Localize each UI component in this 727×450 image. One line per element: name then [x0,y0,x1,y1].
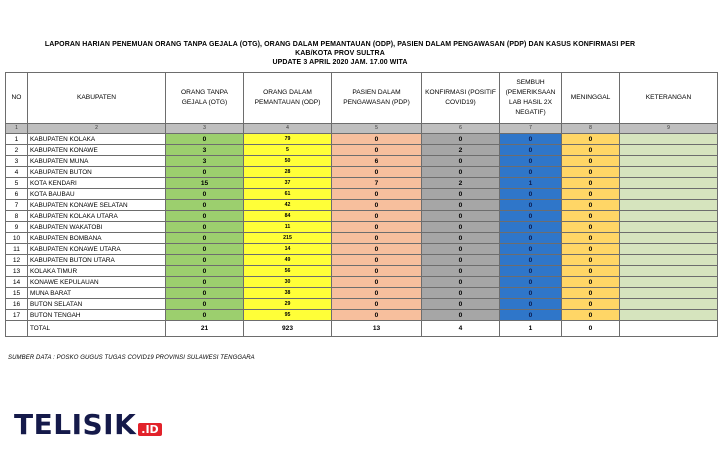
header-sembuh: SEMBUH (PEMERIKSAAN LAB HASIL 2X NEGATIF) [500,73,562,124]
row-meninggal: 0 [562,167,620,178]
row-keterangan [620,299,718,310]
row-kabupaten: KABUPATEN WAKATOBI [28,222,166,233]
row-otg: 0 [166,189,244,200]
row-kabupaten: KOTA BAUBAU [28,189,166,200]
column-number: 1 [6,124,28,134]
row-meninggal: 0 [562,266,620,277]
row-pdp: 0 [332,189,422,200]
row-pdp: 0 [332,277,422,288]
row-kabupaten: KABUPATEN KOLAKA UTARA [28,211,166,222]
row-konfirmasi: 0 [422,167,500,178]
telisik-logo [14,409,162,439]
row-pdp: 0 [332,244,422,255]
row-meninggal: 0 [562,233,620,244]
row-no: 13 [6,266,28,277]
row-konfirmasi: 2 [422,178,500,189]
row-keterangan [620,255,718,266]
row-meninggal: 0 [562,211,620,222]
row-kabupaten: BUTON SELATAN [28,299,166,310]
row-odp: 38 [244,288,332,299]
table-row [6,266,718,277]
row-sembuh: 0 [500,189,562,200]
row-konfirmasi: 0 [422,211,500,222]
row-pdp: 6 [332,156,422,167]
row-kabupaten: KABUPATEN BUTON [28,167,166,178]
brand-suffix: .ID [138,423,161,436]
column-number: 6 [422,124,500,134]
row-odp: 56 [244,266,332,277]
row-meninggal: 0 [562,222,620,233]
row-sembuh: 0 [500,134,562,145]
row-keterangan [620,222,718,233]
report-title [40,40,640,67]
column-number: 5 [332,124,422,134]
row-pdp: 0 [332,134,422,145]
row-keterangan [620,244,718,255]
row-pdp: 0 [332,299,422,310]
row-keterangan [620,156,718,167]
row-no: 11 [6,244,28,255]
total-meninggal: 0 [562,321,620,337]
column-number-row [6,124,718,134]
row-pdp: 0 [332,222,422,233]
row-keterangan [620,189,718,200]
table-row [6,200,718,211]
total-odp: 923 [244,321,332,337]
row-pdp: 0 [332,288,422,299]
header-konfirmasi: KONFIRMASI (POSITIF COVID19) [422,73,500,124]
table-row [6,299,718,310]
row-no: 12 [6,255,28,266]
total-no [6,321,28,337]
row-no: 2 [6,145,28,156]
row-otg: 0 [166,266,244,277]
table-row [6,222,718,233]
row-meninggal: 0 [562,277,620,288]
row-kabupaten: KABUPATEN BUTON UTARA [28,255,166,266]
table-row [6,255,718,266]
row-sembuh: 0 [500,222,562,233]
row-meninggal: 0 [562,255,620,266]
header-meninggal: MENINGGAL [562,73,620,124]
row-sembuh: 0 [500,266,562,277]
title-line-2: KAB/KOTA PROV SULTRA [295,50,385,57]
row-meninggal: 0 [562,134,620,145]
row-odp: 61 [244,189,332,200]
total-pdp: 13 [332,321,422,337]
row-no: 9 [6,222,28,233]
column-number: 9 [620,124,718,134]
row-otg: 15 [166,178,244,189]
row-otg: 0 [166,244,244,255]
row-otg: 0 [166,167,244,178]
row-konfirmasi: 0 [422,156,500,167]
row-konfirmasi: 0 [422,310,500,321]
row-meninggal: 0 [562,288,620,299]
row-no: 5 [6,178,28,189]
row-otg: 0 [166,222,244,233]
row-sembuh: 0 [500,288,562,299]
row-no: 16 [6,299,28,310]
row-keterangan [620,200,718,211]
row-odp: 5 [244,145,332,156]
row-sembuh: 0 [500,277,562,288]
row-otg: 3 [166,145,244,156]
total-otg: 21 [166,321,244,337]
table-row [6,277,718,288]
table-row [6,156,718,167]
row-no: 7 [6,200,28,211]
row-sembuh: 1 [500,178,562,189]
row-konfirmasi: 0 [422,266,500,277]
row-keterangan [620,134,718,145]
row-konfirmasi: 0 [422,222,500,233]
row-konfirmasi: 0 [422,189,500,200]
row-kabupaten: KOLAKA TIMUR [28,266,166,277]
table-row [6,178,718,189]
row-sembuh: 0 [500,299,562,310]
row-odp: 95 [244,310,332,321]
header-keterangan: KETERANGAN [620,73,718,124]
row-no: 1 [6,134,28,145]
row-odp: 50 [244,156,332,167]
row-keterangan [620,288,718,299]
total-row [6,321,718,337]
table-row [6,167,718,178]
column-number: 2 [28,124,166,134]
table-row [6,310,718,321]
row-kabupaten: KABUPATEN BOMBANA [28,233,166,244]
row-pdp: 0 [332,266,422,277]
row-odp: 29 [244,299,332,310]
row-kabupaten: KONAWE KEPULAUAN [28,277,166,288]
row-sembuh: 0 [500,200,562,211]
row-konfirmasi: 0 [422,233,500,244]
row-kabupaten: KABUPATEN KONAWE UTARA [28,244,166,255]
row-pdp: 0 [332,200,422,211]
header-odp: ORANG DALAM PEMANTAUAN (ODP) [244,73,332,124]
row-otg: 0 [166,200,244,211]
column-number: 7 [500,124,562,134]
row-otg: 0 [166,211,244,222]
row-konfirmasi: 0 [422,299,500,310]
row-konfirmasi: 0 [422,255,500,266]
header-otg: ORANG TANPA GEJALA (OTG) [166,73,244,124]
table-row [6,211,718,222]
row-odp: 30 [244,277,332,288]
row-kabupaten: KABUPATEN KOLAKA [28,134,166,145]
row-meninggal: 0 [562,299,620,310]
table-row [6,288,718,299]
row-pdp: 0 [332,255,422,266]
row-no: 15 [6,288,28,299]
row-keterangan [620,233,718,244]
row-odp: 37 [244,178,332,189]
header-row [6,73,718,124]
row-sembuh: 0 [500,156,562,167]
table-row [6,145,718,156]
row-no: 17 [6,310,28,321]
row-kabupaten: KABUPATEN MUNA [28,156,166,167]
row-kabupaten: KABUPATEN KONAWE [28,145,166,156]
row-otg: 0 [166,299,244,310]
row-no: 8 [6,211,28,222]
row-odp: 79 [244,134,332,145]
row-no: 10 [6,233,28,244]
header-pdp: PASIEN DALAM PENGAWASAN (PDP) [332,73,422,124]
table-row [6,189,718,200]
row-no: 14 [6,277,28,288]
row-kabupaten: KOTA KENDARI [28,178,166,189]
row-konfirmasi: 2 [422,145,500,156]
row-keterangan [620,211,718,222]
column-number: 4 [244,124,332,134]
row-keterangan [620,266,718,277]
row-sembuh: 0 [500,310,562,321]
title-line-1: LAPORAN HARIAN PENEMUAN ORANG TANPA GEJALA (OTG), ORANG DALAM PEMANTAUAN (ODP), PASIEN DALAM PENGAWASAN (PDP) DAN KASUS KONFIRMASI PER [44,41,636,48]
row-meninggal: 0 [562,200,620,211]
row-keterangan [620,277,718,288]
row-konfirmasi: 0 [422,134,500,145]
row-pdp: 0 [332,233,422,244]
row-pdp: 0 [332,310,422,321]
total-keterangan [620,321,718,337]
row-pdp: 0 [332,145,422,156]
row-meninggal: 0 [562,244,620,255]
row-otg: 0 [166,277,244,288]
row-kabupaten: MUNA BARAT [28,288,166,299]
row-kabupaten: BUTON TENGAH [28,310,166,321]
row-otg: 0 [166,288,244,299]
header-no: NO [6,73,28,124]
data-source-note: SUMBER DATA : POSKO GUGUS TUGAS COVID19 PROVINSI SULAWESI TENGGARA [8,355,255,361]
column-number: 3 [166,124,244,134]
row-sembuh: 0 [500,233,562,244]
total-sembuh: 1 [500,321,562,337]
report-table [5,72,718,337]
row-odp: 84 [244,211,332,222]
row-odp: 49 [244,255,332,266]
row-pdp: 0 [332,211,422,222]
row-konfirmasi: 0 [422,200,500,211]
row-meninggal: 0 [562,178,620,189]
row-meninggal: 0 [562,189,620,200]
row-meninggal: 0 [562,145,620,156]
row-keterangan [620,167,718,178]
row-keterangan [620,145,718,156]
row-odp: 14 [244,244,332,255]
row-otg: 0 [166,233,244,244]
row-odp: 11 [244,222,332,233]
row-konfirmasi: 0 [422,288,500,299]
row-keterangan [620,310,718,321]
row-otg: 0 [166,255,244,266]
row-otg: 0 [166,310,244,321]
row-odp: 215 [244,233,332,244]
row-konfirmasi: 0 [422,277,500,288]
row-sembuh: 0 [500,255,562,266]
table-row [6,233,718,244]
row-sembuh: 0 [500,244,562,255]
row-otg: 3 [166,156,244,167]
row-no: 4 [6,167,28,178]
row-no: 6 [6,189,28,200]
row-odp: 42 [244,200,332,211]
row-otg: 0 [166,134,244,145]
table-row [6,134,718,145]
row-kabupaten: KABUPATEN KONAWE SELATAN [28,200,166,211]
row-pdp: 0 [332,167,422,178]
row-sembuh: 0 [500,145,562,156]
title-line-3: UPDATE 3 APRIL 2020 JAM. 17.00 WITA [272,59,408,66]
row-no: 3 [6,156,28,167]
column-number: 8 [562,124,620,134]
total-label: TOTAL [28,321,166,337]
row-meninggal: 0 [562,310,620,321]
row-meninggal: 0 [562,156,620,167]
table-row [6,244,718,255]
brand-name: TELISIK [14,408,137,441]
row-pdp: 7 [332,178,422,189]
row-sembuh: 0 [500,211,562,222]
row-odp: 28 [244,167,332,178]
row-keterangan [620,178,718,189]
header-kabupaten: KABUPATEN [28,73,166,124]
row-sembuh: 0 [500,167,562,178]
row-konfirmasi: 0 [422,244,500,255]
total-konfirmasi: 4 [422,321,500,337]
